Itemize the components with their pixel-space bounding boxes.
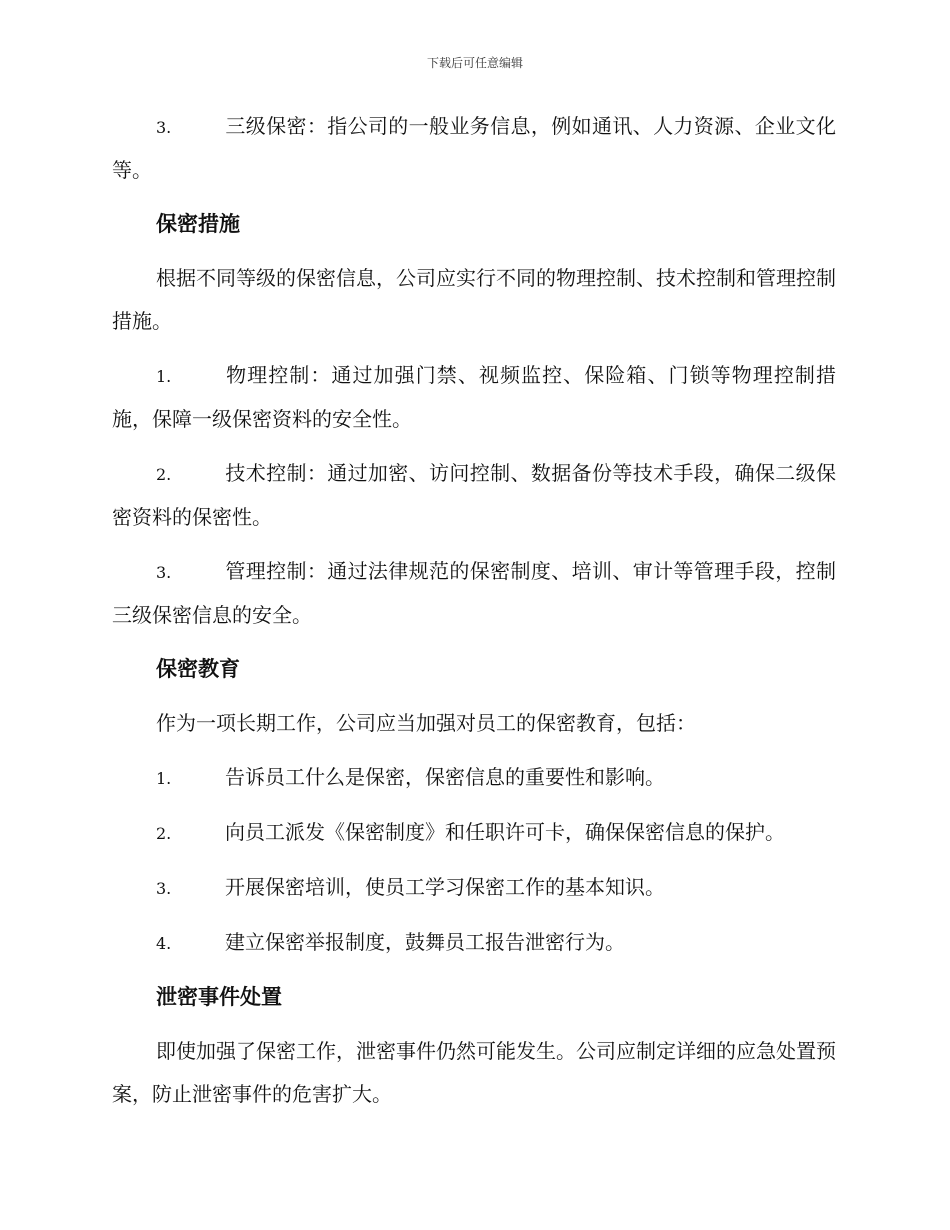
list-item xyxy=(112,550,836,637)
paragraph-measures-intro: 根据不同等级的保密信息，公司应实行不同的物理控制、技术控制和管理控制措施。 xyxy=(112,266,836,333)
list-item xyxy=(112,452,836,539)
list-number: 1. xyxy=(156,367,172,386)
section-heading-incident: 泄密事件处置 xyxy=(156,985,282,1009)
list-number: 1. xyxy=(156,769,172,788)
list-text: 技术控制：通过加密、访问控制、数据备份等技术手段，确保二级保密资料的保密性。 xyxy=(112,461,836,529)
list-number: 3. xyxy=(156,879,172,898)
list-number: 2. xyxy=(156,465,172,484)
list-item xyxy=(112,921,836,965)
section-heading-measures: 保密措施 xyxy=(156,212,240,236)
list-text: 向员工派发《保密制度》和任职许可卡，确保保密信息的保护。 xyxy=(225,820,785,844)
list-text: 开展保密培训，使员工学习保密工作的基本知识。 xyxy=(225,875,665,899)
list-item xyxy=(112,866,836,910)
list-number: 2. xyxy=(156,824,172,843)
list-item xyxy=(112,811,836,855)
list-item-level3 xyxy=(112,105,836,192)
list-item xyxy=(112,354,836,441)
list-item xyxy=(112,756,836,800)
paragraph-education-intro: 作为一项长期工作，公司应当加强对员工的保密教育，包括： xyxy=(156,711,696,735)
list-text: 物理控制：通过加强门禁、视频监控、保险箱、门锁等物理控制措施，保障一级保密资料的安全性。 xyxy=(112,363,836,431)
list-text: 告诉员工什么是保密，保密信息的重要性和影响。 xyxy=(225,765,665,789)
document-body xyxy=(112,105,836,1127)
page-header: 下载后可任意编辑 xyxy=(426,56,523,70)
list-number: 3. xyxy=(156,563,172,582)
list-text: 建立保密举报制度，鼓舞员工报告泄密行为。 xyxy=(225,930,625,954)
paragraph-incident-intro: 即使加强了保密工作，泄密事件仍然可能发生。公司应制定详细的应急处置预案，防止泄密事件的危害扩大。 xyxy=(112,1039,836,1106)
list-number: 3. xyxy=(156,118,172,137)
section-heading-education: 保密教育 xyxy=(156,657,240,681)
list-number: 4. xyxy=(156,934,172,953)
list-text: 管理控制：通过法律规范的保密制度、培训、审计等管理手段，控制三级保密信息的安全。 xyxy=(112,559,836,627)
list-text: 三级保密：指公司的一般业务信息，例如通讯、人力资源、企业文化等。 xyxy=(112,114,836,182)
